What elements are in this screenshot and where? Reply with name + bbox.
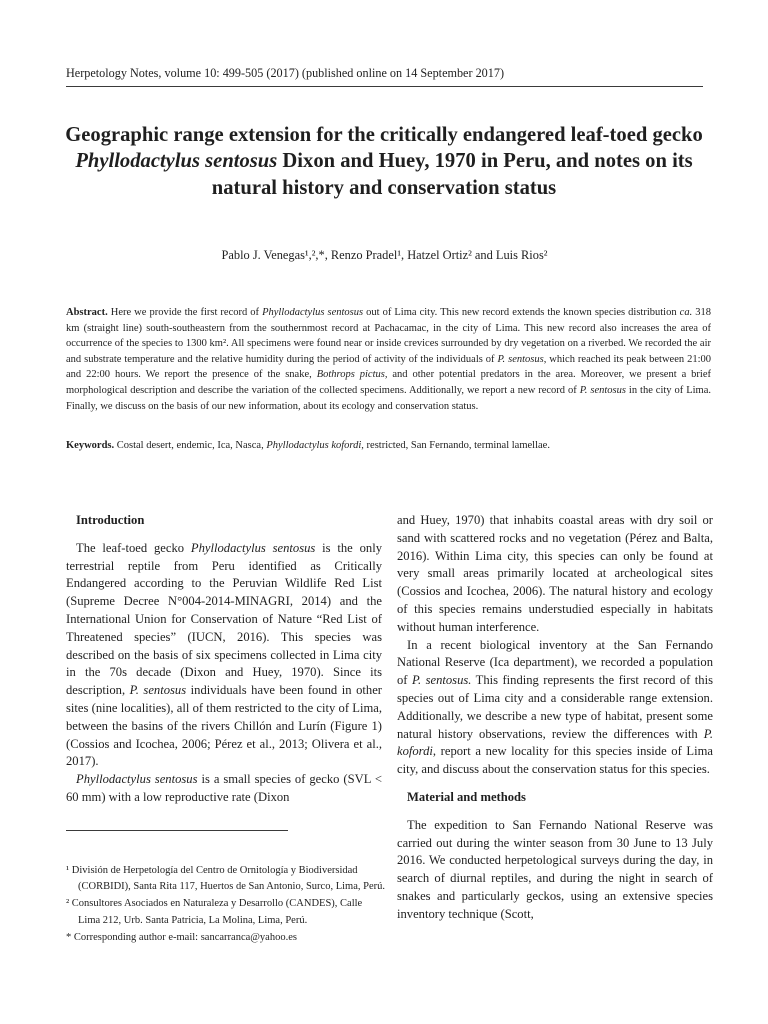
title-part-1: Geographic range extension for the critically endangered leaf-toed gecko [65,124,703,146]
keywords-label: Keywords. [66,440,115,451]
abstract-label: Abstract. [66,307,108,318]
section-heading-methods: Material and methods [407,789,526,804]
spacer [66,530,382,540]
footnotes [66,863,386,947]
keywords-italic: Phyllodactylus kofordi [266,440,362,451]
paragraph-text: is a small species of gecko (SVL < 60 mm) with a low reproductive rate (Dixon [66,772,382,804]
article-title [60,122,708,201]
paragraph-text: is the only terrestrial reptile from Peru identified as Critically Endangered according to the Peruvian Wildlife Red List (Supreme Decree N°004-2014-MINAGRI, 2014) and the International Union for Conservation of Nature “Red List of Threatened species” (IUCN, 2016). This species was described on the basis of six specimens collected in Lima city in the 70s decade (Dixon and Huey, 1970). Since its description, [66,540,382,698]
footnote-divider [66,830,288,831]
paragraph-text: , report a new locality for this species inside of Lima city, and discuss about the conservation status for this species. [397,744,713,777]
spacer [397,779,713,789]
footnote-affiliation-1: ¹ División de Herpetología del Centro de Ornitología y Biodiversidad (CORBIDI), Santa Rita 117, Huertos de San Antonio, Surco, Lima, Perú. [66,865,385,893]
author-list: Pablo J. Venegas¹,²,*, Renzo Pradel¹, Hatzel Ortiz² and Luis Rios² [221,248,548,262]
abstract-italic: ca. [679,307,693,318]
paragraph-text: The leaf-toed gecko [76,540,191,555]
journal-citation: Herpetology Notes, volume 10: 499-505 (2017) (published online on 14 September 2017) [66,66,505,80]
paragraph-italic: P. kofordi [397,726,713,759]
spacer [397,807,713,817]
paragraph-italic: Phyllodactylus sentosus [76,772,198,787]
abstract-italic: P. sentosus [579,384,626,396]
intro-paragraph-2-continued: and Huey, 1970) that inhabits coastal areas with dry soil or sand with scattered rocks and no vegetation (Pérez and Balta, 2016). Within Lima city, this species can only be found at very small areas primarily located at archeological sites (Cossios and Icochea, 2006). The natural history and ecology of this species remains understudied especially in habitats without human interference. [397,513,713,634]
paragraph-italic: Phyllodactylus sentosus [190,540,316,555]
abstract-text: and other potential predators in the area. Moreover, we present a brief morphological description and describe the variation of the collected specimens. Additionally, we report a new record of [66,369,711,396]
right-column [397,512,713,924]
abstract-italic: P. sentosus [497,353,544,365]
abstract-italic: Bothrops pictus, [316,369,388,381]
paragraph-text: In a recent biological inventory at the San Fernando National Reserve (Ica department), we recorded a population of [397,637,713,688]
keywords [66,438,711,454]
abstract-text: Here we provide the first record of [107,307,263,318]
paragraph-italic: P. sentosus. [411,673,472,688]
footnote-affiliation-2: ² Consultores Asociados en Naturaleza y Desarrollo (CANDES), Calle Lima 212, Urb. Santa Patricia, La Molina, Lima, Perú. [66,898,363,926]
paragraph-italic: P. sentosus [129,683,187,698]
intro-paragraph-2 [66,771,382,807]
section-heading-introduction: Introduction [76,513,145,527]
abstract-text: out of Lima city. This new record extends the known species distribution [363,307,680,318]
abstract-text: in the city of Lima. Finally, we discuss on the basis of our new information, about its ecology and conservation status. [66,384,711,412]
footnote-corresponding-author: * Corresponding author e-mail: sancarranca@yahoo.es [66,931,297,943]
intro-paragraph-3 [397,637,713,779]
keywords-text: Costal desert, endemic, Ica, Nasca, [114,440,267,451]
paragraph-text: This finding represents the first record of this species out of Lima city and a considerable range extension. Additionally, we describe a new type of habitat, present some natural history observations, review the differences with [397,673,713,741]
header-divider [66,86,703,87]
abstract [66,305,711,414]
left-column [66,512,382,807]
title-species: Phyllodactylus sentosus [75,150,278,173]
intro-paragraph-1 [66,540,382,771]
methods-paragraph-1: The expedition to San Fernando National Reserve was carried out during the winter season from 30 June to 13 July 2016. We conducted herpetological surveys during the day, in search of diurnal reptiles, and during the night in search of snakes and particularly geckos, using an extensive species inventory technique (Scott, [397,817,713,921]
title-part-2: Dixon and Huey, 1970 in Peru, and notes on its natural history and conservation status [211,150,693,199]
keywords-text: , restricted, San Fernando, terminal lamellae. [361,440,550,451]
paragraph-text: individuals have been found in other sites (nine localities), all of them restricted to the city of Lima, between the basins of the rivers Chillón and Lurín (Figure 1) (Cossios and Icochea, 2006; Pérez et al., 2013; Olivera et al., 2017). [66,683,382,769]
abstract-italic: Phyllodactylus sentosus [262,307,364,318]
abstract-text: 318 km (straight line) south-southeastern from the southernmost record at Pachacamac, in the city of Lima. This new record also increases the area of occurrence of the species to 1300 km². All specimens were found near or inside crevices surrounded by dry vegetation on a riverbed. We recorded the air and substrate temperature and the relative humidity during the period of activity of the individuals of [66,307,711,365]
abstract-text: , which reached its peak between 21:00 and 22:00 hours. We report the presence of the snake, [66,353,711,381]
